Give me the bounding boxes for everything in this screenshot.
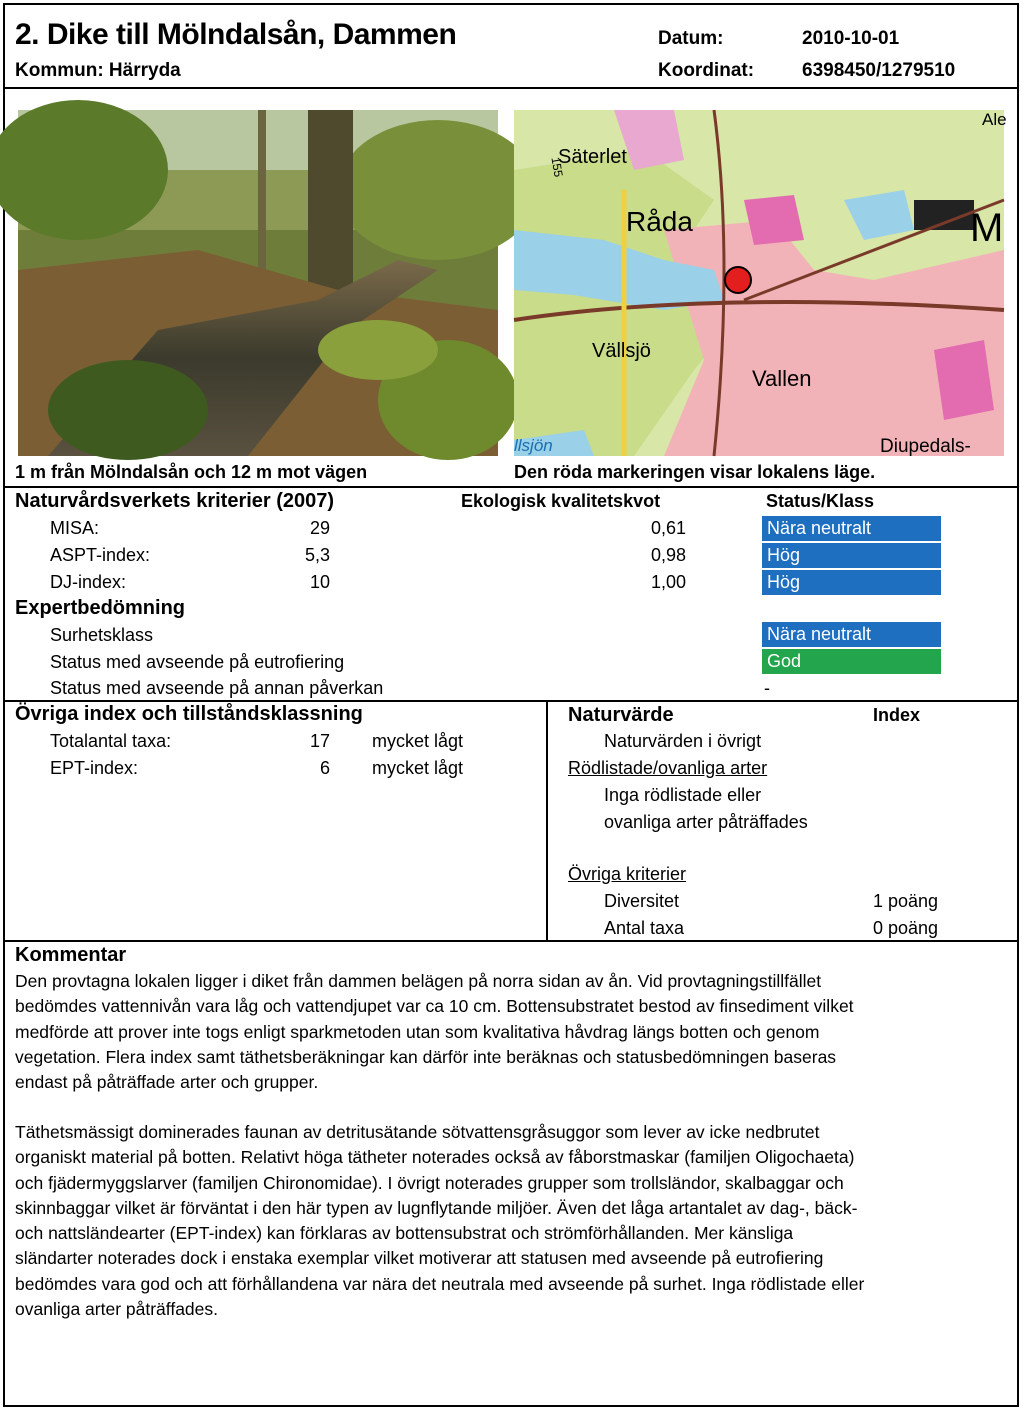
kommentar-line: Den provtagna lokalen ligger i diket från dammen belägen på norra sidan av ån. Vid provtagningstillfället [15,971,822,991]
ovriga-value: 17 [309,731,330,751]
ovriga-name: EPT-index: [50,758,139,778]
status-badge: Hög [762,570,941,595]
kommentar-line: och nattsländearter (EPT-index) kan förklaras av bottensubstrat och strömförhållanden. Mer känsliga [15,1223,794,1244]
ekq-heading: Ekologisk kvalitetskvot [461,491,661,511]
kommentar-paragraph-2 [15,1120,1010,1322]
criteria-name: DJ-index: [50,572,127,592]
index-heading: Index [873,705,921,725]
map-label: Vallen [752,366,812,391]
kriterie-name: Antal taxa [604,918,685,938]
expert-name: Status med avseende på eutrofiering [50,652,345,672]
criteria-ekq: 1,00 [650,572,686,592]
rodlistade-heading: Rödlistade/ovanliga arter [568,758,768,778]
kommentar-line: organiskt material på botten. Relativt höga tätheter noterades också av fåborstmaskar (familjen Oligochaeta) [15,1147,855,1168]
criteria-ekq: 0,98 [650,545,686,565]
map-label: Diupedals- [880,436,971,457]
criteria-heading: Naturvårdsverkets kriterier (2007) [15,490,335,512]
kommentar-line: bedömdes vattennivån vara låg och vattendjupet var ca 10 cm. Bottensubstratet bestod av finsediment vilket [15,996,854,1017]
kommentar-line: sländarter noterades dock i enstaka exemplar vilket motiverar att statusen med avseende på eutrofiering [15,1248,824,1269]
map-label: Råda [626,206,693,237]
map-label: Säterlet [558,146,627,168]
rodlistade-text: Inga rödlistade eller [604,785,762,805]
ovriga-name: Totalantal taxa: [50,731,172,751]
kommentar-line: vegetation. Flera index samt täthetsberäkningar kan därför inte beräknas och statusbedömningen baseras [15,1046,837,1067]
status-dash: - [764,678,770,698]
kommentar-paragraph-1 [15,969,1010,1095]
photo-caption: 1 m från Mölndalsån och 12 m mot vägen [15,462,368,482]
page-title: 2. Dike till Mölndalsån, Dammen [15,18,457,51]
divider [3,486,1019,488]
kommentar-line: ovanliga arter påträffades. [15,1299,219,1320]
map-caption: Den röda markeringen visar lokalens läge. [514,462,876,482]
map-label: Vällsjö [592,340,651,362]
criteria-value: 29 [309,518,330,538]
criteria-value: 10 [309,572,330,592]
coordinate-value: 6398450/1279510 [802,60,956,81]
kommentar-line: endast på påträffade arter och grupper. [15,1072,319,1093]
expert-heading: Expertbedömning [15,597,186,619]
kriterie-points: 1 poäng [873,891,939,911]
site-marker [725,267,751,293]
naturvarde-heading: Naturvärde [568,704,674,726]
kommentar-line: och fjädermyggslarver (familjen Chironomidae). I övrigt noterades grupper som trollsländor, skalbaggar och [15,1172,844,1193]
map-label: llsjön [514,436,553,455]
site-photo [18,110,498,456]
kommentar-line: Täthetsmässigt dominerades faunan av detritusätande sötvattensgråsuggor som lever av icke nedbrutet [15,1122,820,1142]
ovriga-class: mycket lågt [372,758,464,778]
ovriga-class: mycket lågt [372,731,464,751]
kommentar-line: medförde att prover inte togs enligt sparkmetoden utan som kvalitativa håvdrag längs botten och genom [15,1021,820,1042]
coordinate-label: Koordinat: [658,60,755,81]
kommentar-heading: Kommentar [15,944,127,966]
divider [3,700,1019,702]
divider [3,940,1019,942]
map-label: M [970,206,1004,250]
map-label: Ale [982,110,1007,129]
kriterie-points: 0 poäng [873,918,939,938]
status-badge: Nära neutralt [762,622,941,647]
status-heading: Status/Klass [766,491,875,511]
status-badge: Hög [762,543,941,568]
ovriga-kriterier-heading: Övriga kriterier [568,864,687,884]
ovriga-value: 6 [319,758,330,778]
divider [546,700,548,942]
divider [3,87,1019,89]
naturvarde-value: Naturvärden i övrigt [604,731,762,751]
criteria-name: MISA: [50,518,100,538]
kommentar-line: skinnbaggar vilket är förväntat i den här typen av lugnflytande miljöer. Även det låga artantalet av dag-, bäck- [15,1197,858,1218]
date-label: Datum: [658,28,724,49]
expert-name: Surhetsklass [50,625,154,645]
criteria-value: 5,3 [304,545,330,565]
map-label: 155 [548,155,566,179]
expert-name: Status med avseende på annan påverkan [50,678,384,698]
ovriga-heading: Övriga index och tillståndsklassning [15,703,363,725]
status-badge: Nära neutralt [762,516,941,541]
rodlistade-text: ovanliga arter påträffades [604,812,808,832]
kriterie-name: Diversitet [604,891,680,911]
kommentar-line: bedömdes vara god och att förhållandena var nära det neutrala med avseende på surhet. Inga rödlistade eller [15,1273,865,1294]
criteria-name: ASPT-index: [50,545,151,565]
location-map [514,110,1007,457]
criteria-ekq: 0,61 [650,518,686,538]
date-value: 2010-10-01 [802,28,900,49]
municipality: Kommun: Härryda [15,60,181,81]
status-badge: God [762,649,941,674]
